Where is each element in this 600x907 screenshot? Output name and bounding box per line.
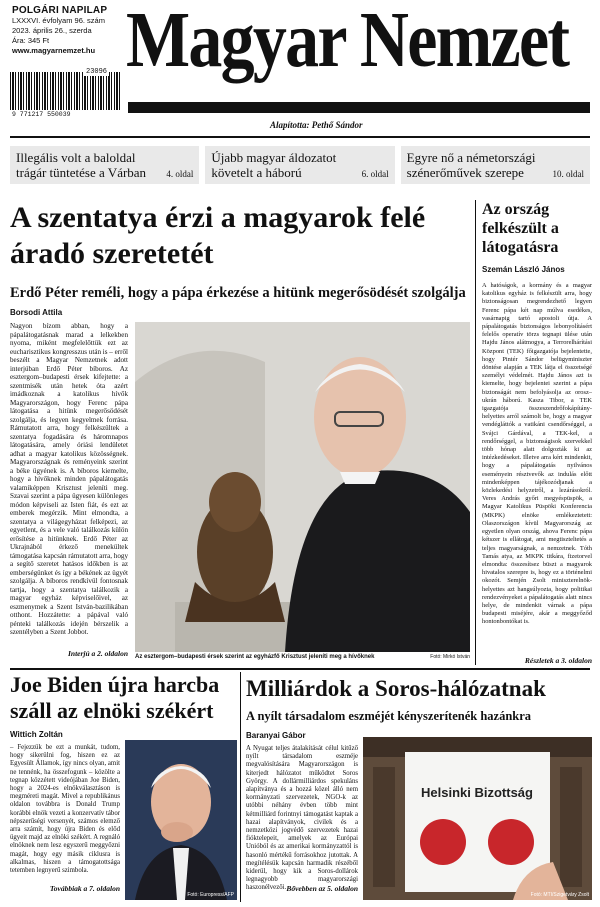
side-headline[interactable]: Az ország felkészült a látogatásra — [482, 201, 559, 256]
lead-subheadline: Erdő Péter reméli, hogy a pápa érkezése a hitünk megerősödését szolgálja — [10, 285, 466, 301]
masthead — [0, 0, 600, 142]
side-byline: Szemán László János — [482, 265, 565, 274]
teaser-bar — [10, 146, 590, 184]
teaser-title: Egyre nő a németországi szénerőművek szerepe — [406, 150, 536, 180]
column-divider — [475, 200, 476, 665]
biden-continued-link[interactable]: Továbbiak a 7. oldalon — [49, 884, 120, 893]
side-body-text: A hatóságok, a kormány és a magyar katolikus egyház is felkészült arra, hogy biztonságosan megrendezhető legyen Ferenc pápa két nap múlva esedékes, vasárnapig tartó apostoli útja. A pápalátogatás biztonságos lebonyolításért felelős operatív törzs tegnapi ülése után Hajdu János alátmogya, a Terrorelhárítási Központ (TEK) főigazgatója bejelentette, hogy Pintér Sándor belügyminiszter döntése alapján a TEK látja el összetségé személyi védelmét. Hajdu János azt is kiemelte, hogy bejelentei szerint a pápa biztonságát nem befolyásolja az orosz–ukrán háború. Kasza Tibor, a TEK igazgatója összeszendrőfokápítány-helyettes arról számolt be, hogy a magyar vendégláttók a vatikáni csendőrséggel, a Svájci Gárdával, a TEK-kel, a rendőrséggel, a biztonságisok szervekkel több hónap alatt dolgozták ki az intézkedéseket. Illetve arra kért mindenkit, hogy a pápalátogatás nyilvános eseményein résztvevők az indulás előtt mindenképpen tájékozódjanak a közlekedési helyzetről, a lezárásokról. Veres András győri megyéspüspök, a Magyar Katolikus Püspöki Konferencia (MKPK) elnöke emlékeztetett: Olaszországon kívül Magyarország az egyetlen olyan ország, ahova Ferenc pápa kétszer is ellátogat, ami megtiszteltetés a teljes magyarságnak, a nemzetnek. Tóth Tamás atya, az MKPK titkára, fizetorvel elmondta: összesítsez büszt a magyarok hivatalos szerepre is, hogy ez a történelmi okozót. Semjén Zsolt miniszterelnök-helyettes azt hangsúlyozta, hogy politikai rendezvényeket a pápalátogatás alatt nincs helye, de mindenkit várnak a pápa budapesti miséjére, akár a meggyőződ hontonbontókat is. — [482, 282, 592, 626]
issue-date: 2023. április 26., szerda — [12, 26, 92, 35]
soros-body-text: A Nyugat teljes átalakítását célul kitűző nyílt társadalom eszméje megvalósítására Magyarországon is kiterjedt hálózatot működtet Soros György. A dollármilliárdos spekuláns alapítványa és a hozzá közel álló nem kormányzati szervezetek, NGO-k az utóbbi néhány évben több mint kétmilliárd forintnyi támogatást kaptak a hazai alapítványok, civilek és a nemzetközi jogvédő szervezetek hazai fióktelepeit, amelyek az Európai Unióból és az amerikai kormányzattól is hasonló mértékű forrásokhoz jutottak. A megítélésük kapcsán harmadik részéből kiderül, hogy kik a Soros-dollárok legnagyobb magyarországi haszonélvezői. — [246, 745, 358, 892]
lead-continued-link[interactable]: Interjú a 2. oldalon — [67, 649, 128, 658]
caption-text: Az esztergom–budapesti érsek szerint az egyházfő Krisztust jeleníti meg a hívőknek — [135, 654, 375, 660]
barcode — [10, 72, 122, 110]
teaser-page: 10. oldal — [552, 169, 584, 179]
price: Ára: 345 Ft — [12, 36, 50, 45]
barcode-number: 9 771217 550039 — [12, 111, 71, 118]
issue-code: 23096 — [86, 68, 108, 76]
teaser-title: Illegális volt a baloldal trágár tüntetése a Várban — [16, 150, 147, 180]
soros-photo — [363, 737, 592, 900]
lead-photo-caption — [135, 654, 470, 660]
column-divider — [240, 672, 241, 902]
biden-byline: Wittich Zoltán — [10, 730, 63, 739]
newspaper-logo: Magyar Nemzet — [126, 0, 569, 84]
helsinki-sign-illustration — [363, 737, 592, 900]
soros-continued-link[interactable]: Bővebben az 5. oldalon — [286, 884, 358, 893]
lead-photo — [135, 322, 470, 652]
teaser-title: Újabb magyar áldozatot követelt a háború — [211, 150, 337, 180]
side-continued-link[interactable]: Részletek a 3. oldalon — [524, 656, 592, 665]
teaser-item[interactable] — [10, 146, 199, 184]
founder-line: Alapította: Pethő Sándor — [270, 120, 363, 130]
sign-text: Helsinki Bizottság — [421, 785, 533, 800]
photo-credit: Fotó: Mirkó István — [430, 654, 470, 660]
section-divider — [10, 668, 590, 670]
biden-headline[interactable]: Joe Biden újra harcba száll az elnöki székért — [10, 672, 220, 723]
soros-subheadline: A nyílt társadalom eszméjét kényszerítenék hazánkra — [246, 709, 532, 723]
teaser-page: 6. oldal — [361, 169, 389, 179]
soros-headline[interactable]: Milliárdok a Soros-hálózatnak — [246, 676, 546, 701]
cardinal-photo-illustration — [135, 322, 470, 652]
volume: LXXXVI. évfolyam 96. szám — [12, 16, 105, 25]
teaser-page: 4. oldal — [166, 169, 194, 179]
biden-photo — [125, 740, 237, 900]
biden-body-text: – Fejezzük be ezt a munkát, tudom, hogy sikerülni fog, hiszen ez az Egyesült Államok, így nincs olyan, amit ne tennénk, ha összefogunk – közölte a tegnap közzétett videójában Joe Biden, hogy a 2024-es elnökválasztáson is megméreti magát. Mivel a republikánus oldalon továbbra is Donald Trump korábbi elnök vezeti a konzervatív tábor népszerűségi versenyét, számos elemző arra számít, hogy újra Biden és előd ügyeit majd az elnöki székért. A regnáló elnöknek nem lesz egyszerű meggyőzni magát, hogy egy másik ciklusra is alkalmas, hiszen a támogatottsága tetemben legnyerű szimbola. — [10, 744, 120, 875]
biden-photo-illustration — [125, 740, 237, 900]
photo-credit: Fotó: MTI/Szigetváry Zsolt — [530, 892, 589, 898]
teaser-item[interactable] — [401, 146, 590, 184]
logo-rule — [128, 102, 590, 113]
teaser-item[interactable] — [205, 146, 394, 184]
paper-type: POLGÁRI NAPILAP — [12, 5, 108, 16]
photo-credit: Fotó: Europress/AFP — [187, 892, 234, 898]
lead-byline: Borsodi Attila — [10, 308, 63, 317]
masthead-info — [12, 6, 124, 56]
soros-byline: Baranyai Gábor — [246, 731, 306, 740]
lead-body-text: Nagyon bízom abban, hogy a pápalátogatásnak marad a lelkekben nyoma, miként megfelelőttük ezt az eucharisztikus kongresszus után is – erről beszélt a Magyar Nemzetnek adott interjúban Erdő Péter bíboros. Az esztergom–budapesti érsek kifejtette: a szentmisék után hetek óta azért imádkoznak a katolikus hívők Magyarországon, hogy Ferenc pápa látogatása a hitünk megerősödését szolgálja, és legyen kegyelmek forrása. Rámutatott arra, hogy felkészültek a szentatya fogadására és háromnapos látogatására, amely óriási lendületet adhat a magyar katolikus közösségnek. Magyarországnak és reményeink szerint a béke ügyének is. A bíboros kiemelte, hogy a hívőknek minden pápalátogatás valamiképpen Krisztust jeleníti meg. Szavai szerint a pápa ügyesen különleges módon képviseli az Isten fiát, és ezt az emberek megérzik. Mint elmondta, a szentatya a világegyházat felképezi, az egyetlent, és a vele való találkozás külön erősítése a hitünknek. Erdő Péter az Ukrajnából érkező menekültek támogatása kapcsán rámutatott arra, hogy a segítő szeretet hatásos időkben is az emberségünket és így a békének az ügyét szolgálja. A bíboros rendkívül fontosnak tartja, hogy a szentatya találkozik a magyar egyház képviselőivel, az eszmenymek a Szent István-bazilikában otthont. Hozzátette: a pápával való pénteki találkozás idején bérszelik a szentélyben a Szent Jobbot. — [10, 322, 129, 636]
lead-headline[interactable]: A szentatya érzi a magyarok felé áradó szeretetét — [10, 201, 426, 270]
website-url: www.magyarnemzet.hu — [12, 46, 96, 55]
masthead-divider — [10, 136, 590, 138]
